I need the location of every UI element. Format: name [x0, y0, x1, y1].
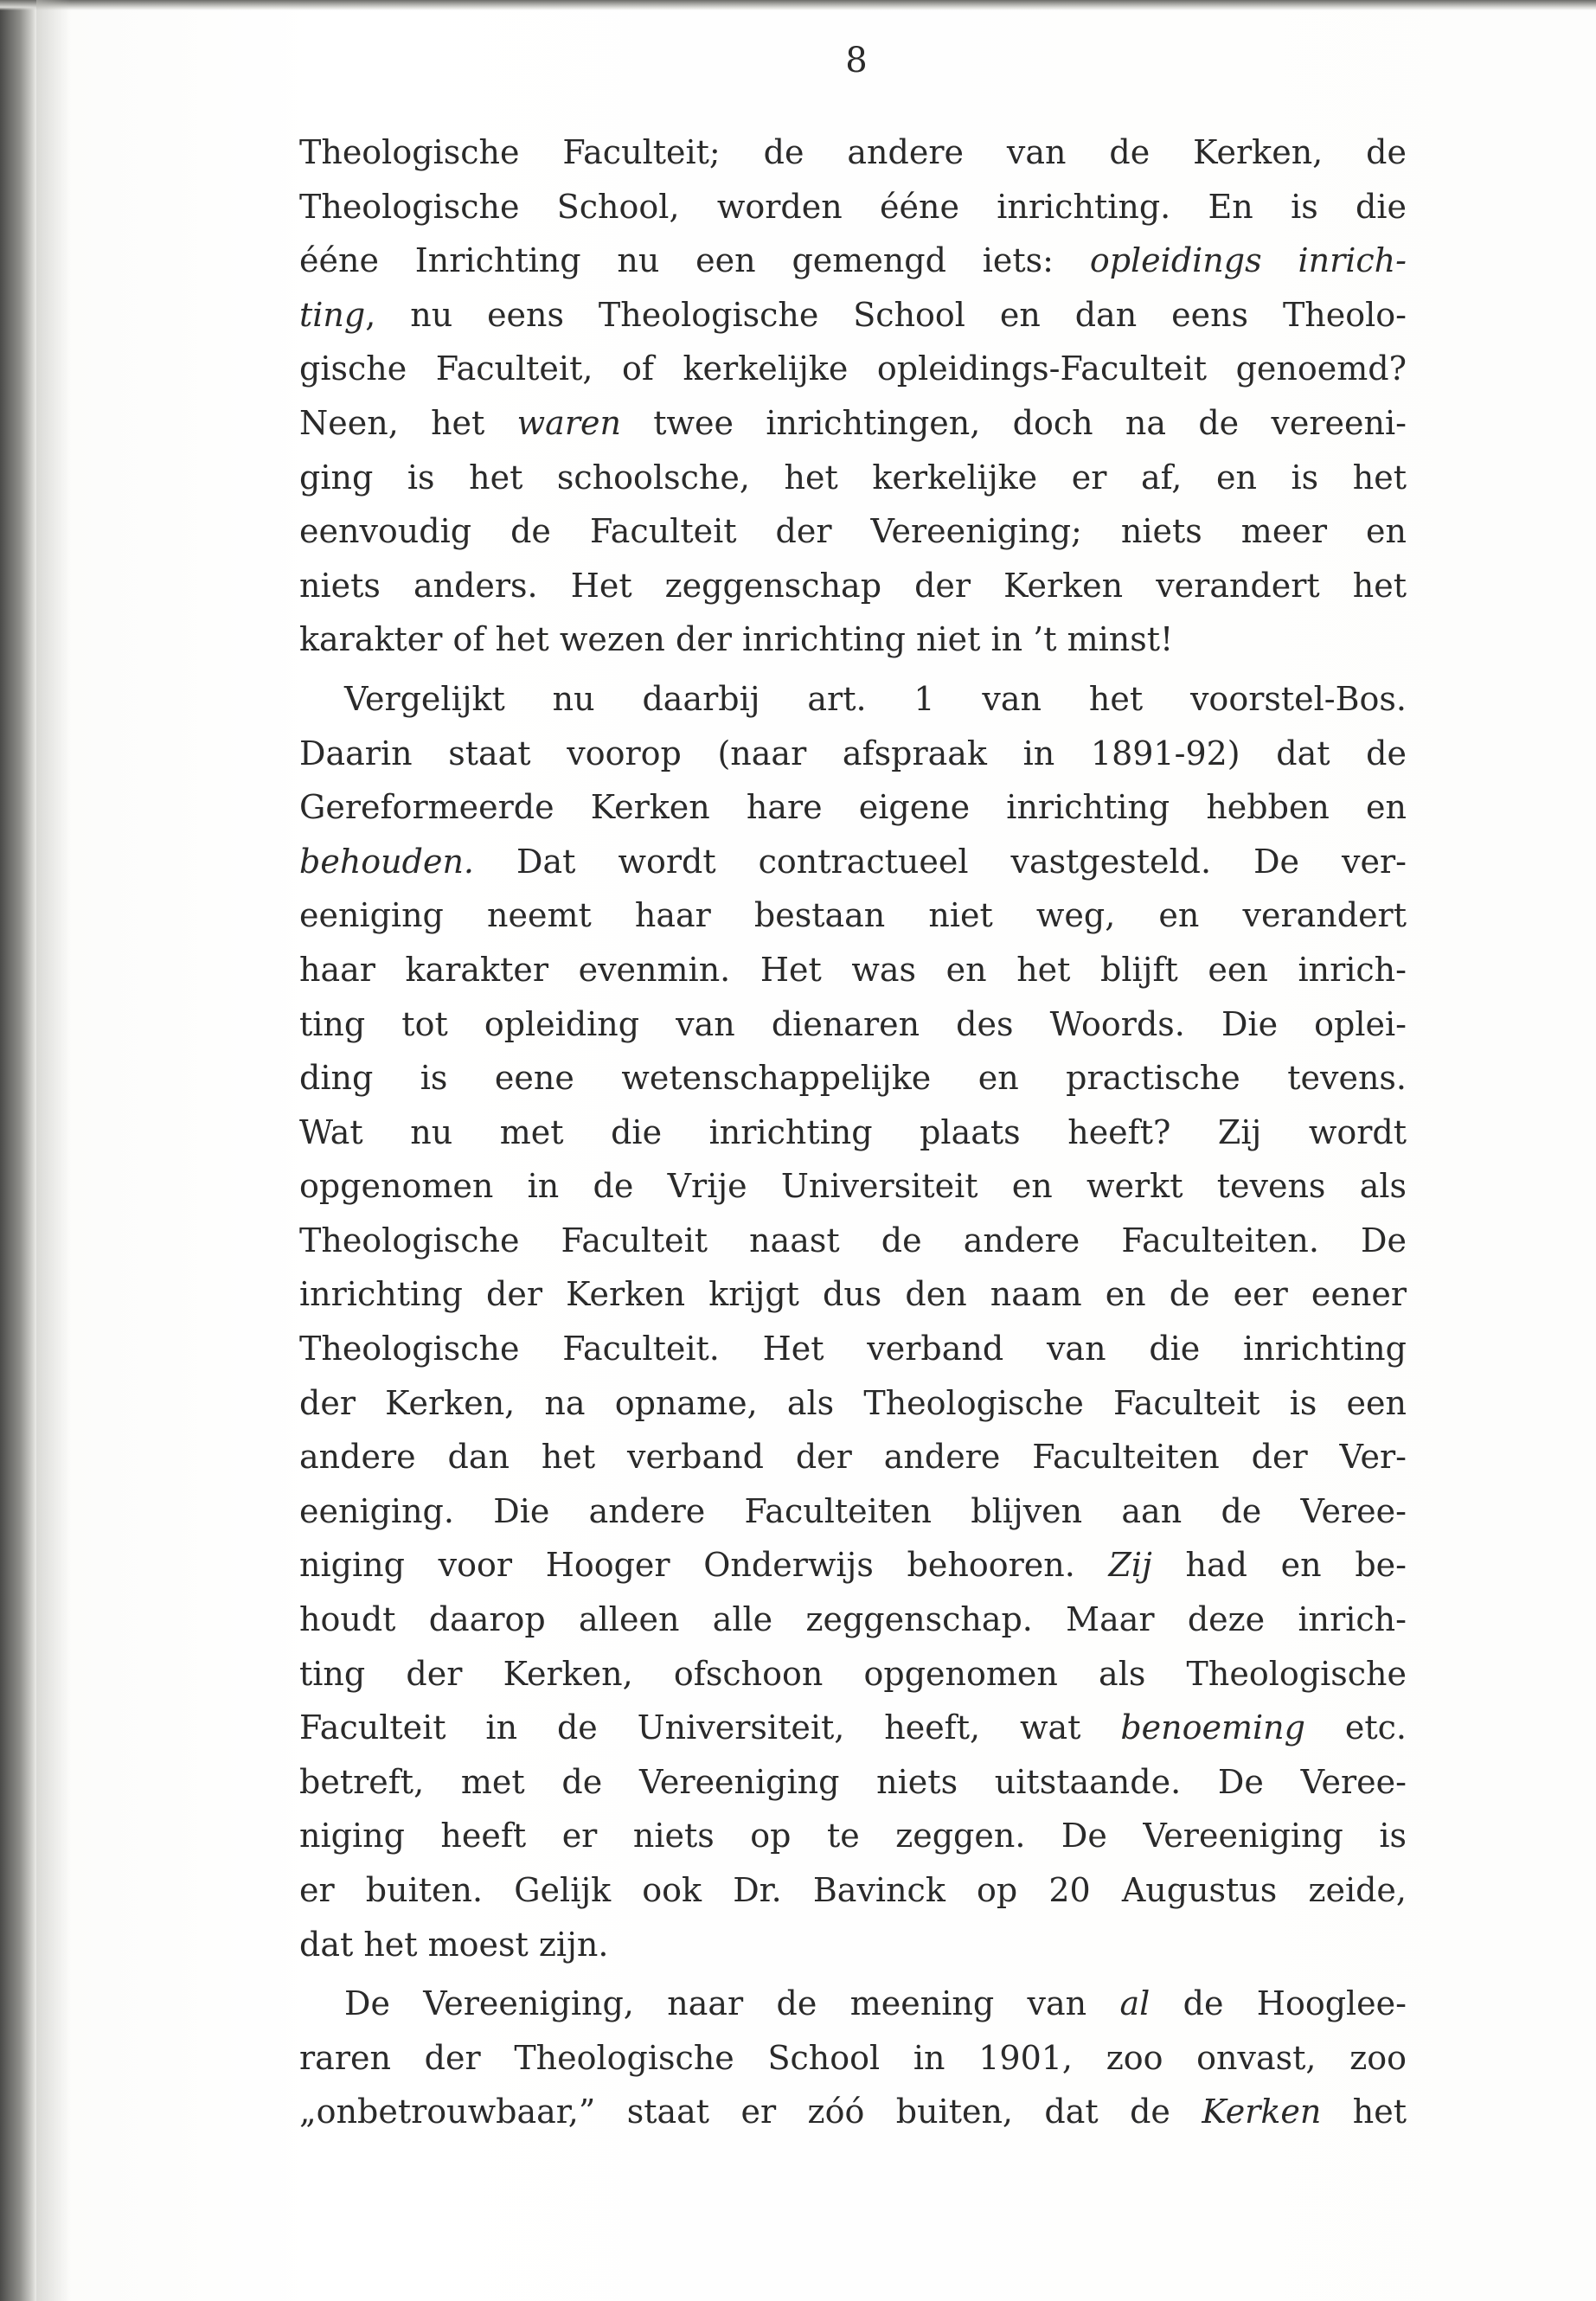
text-line — [299, 396, 1407, 451]
text-segment: ting der Kerken, ofschoon opgenomen als Theologische — [299, 1654, 1407, 1693]
text-line — [299, 125, 1407, 180]
page-number: 8 — [845, 41, 868, 80]
text-segment: haar karakter evenmin. Het was en het blijft een inrich- — [299, 950, 1407, 989]
text-line — [299, 997, 1407, 1052]
text-segment: opgenomen in de Vrije Universiteit en werkt tevens als — [299, 1167, 1407, 1206]
text-line — [299, 1430, 1407, 1484]
scan-top-edge — [0, 0, 1596, 10]
text-segment: niging heeft er niets op te zeggen. De Vereeniging is — [299, 1817, 1407, 1856]
italic-text-segment: benoeming — [1120, 1708, 1305, 1747]
text-line — [299, 888, 1407, 943]
text-segment: ging is het schoolsche, het kerkelijke er af, en is het — [299, 458, 1407, 497]
text-segment: „onbetrouwbaar,” staat er zóó buiten, dat de — [299, 2093, 1202, 2131]
text-segment: niging voor Hooger Onderwijs behooren. — [299, 1546, 1109, 1585]
text-segment: Gereformeerde Kerken hare eigene inrichting hebben en — [299, 788, 1407, 827]
text-line — [299, 288, 1407, 343]
text-line — [299, 451, 1407, 505]
text-segment: Wat nu met die inrichting plaats heeft? Zij wordt — [299, 1112, 1407, 1151]
text-line — [299, 1755, 1407, 1810]
text-line — [299, 1376, 1407, 1431]
text-segment: de Hooglee- — [1150, 1984, 1407, 2023]
text-line — [299, 672, 1407, 727]
text-segment: twee inrichtingen, doch na de vereeni- — [620, 403, 1407, 442]
text-segment: Theologische School, worden ééne inrichting. En is die — [299, 187, 1407, 226]
text-segment: karakter of het wezen der inrichting niet in ’t minst! — [299, 620, 1174, 659]
text-line — [299, 943, 1407, 997]
text-line — [299, 2031, 1407, 2086]
italic-text-segment: Kerken — [1202, 2093, 1322, 2131]
text-line — [299, 504, 1407, 559]
text-segment: niets anders. Het zeggenschap der Kerken verandert het — [299, 566, 1407, 605]
body-text — [299, 125, 1407, 2139]
italic-text-segment: ting — [299, 295, 366, 334]
text-segment: houdt daarop alleen alle zeggenschap. Maar deze inrich- — [299, 1600, 1407, 1639]
text-line — [299, 342, 1407, 396]
text-segment: raren der Theologische School in 1901, zoo onvast, zoo — [299, 2038, 1407, 2077]
italic-text-segment: Zij — [1108, 1546, 1152, 1585]
text-line — [299, 1647, 1407, 1702]
text-line — [299, 1977, 1407, 2031]
text-segment: ting tot opleiding van dienaren des Woords. Die oplei- — [299, 1004, 1407, 1043]
text-line — [299, 234, 1407, 288]
text-segment: Theologische Faculteit naast de andere Faculteiten. De — [299, 1221, 1407, 1259]
text-segment: der Kerken, na opname, als Theologische Faculteit is een — [299, 1383, 1407, 1422]
text-line — [299, 1538, 1407, 1593]
text-line — [299, 1863, 1407, 1918]
text-segment: Faculteit in de Universiteit, heeft, wat — [299, 1708, 1121, 1747]
text-line — [299, 559, 1407, 613]
text-segment: Dat wordt contractueel vastgesteld. De ver- — [474, 842, 1407, 881]
text-segment: eenvoudig de Faculteit der Vereeniging; niets meer en — [299, 512, 1407, 551]
italic-text-segment: opleidings inrich- — [1089, 241, 1407, 280]
text-segment: ding is eene wetenschappelijke en practische tevens. — [299, 1059, 1407, 1098]
text-line — [299, 727, 1407, 781]
text-segment: Daarin staat voorop (naar afspraak in 1891-92) dat de — [299, 734, 1407, 772]
text-segment: Theologische Faculteit; de andere van de Kerken, de — [299, 133, 1407, 171]
text-segment: Neen, het — [299, 403, 517, 442]
text-line — [299, 612, 1407, 667]
text-line — [299, 1701, 1407, 1755]
italic-text-segment: waren — [516, 403, 621, 442]
text-line — [299, 1918, 1407, 1972]
text-line — [299, 835, 1407, 889]
book-spine-edge — [0, 0, 36, 2301]
text-line — [299, 1106, 1407, 1160]
italic-text-segment: al — [1119, 1984, 1151, 2023]
text-segment: eeniging. Die andere Faculteiten blijven aan de Veree- — [299, 1491, 1407, 1530]
text-line — [299, 1051, 1407, 1106]
text-line — [299, 1484, 1407, 1539]
text-segment: dat het moest zijn. — [299, 1925, 609, 1964]
text-line — [299, 1809, 1407, 1863]
italic-text-segment: behouden. — [299, 842, 475, 881]
text-line — [299, 1267, 1407, 1322]
text-segment: , nu eens Theologische School en dan eens Theolo- — [365, 295, 1407, 334]
text-segment: er buiten. Gelijk ook Dr. Bavinck op 20 Augustus zeide, — [299, 1871, 1407, 1909]
text-line — [299, 180, 1407, 234]
text-segment: Vergelijkt nu daarbij art. 1 van het voorstel-Bos. — [344, 679, 1407, 718]
text-segment: betreft, met de Vereeniging niets uitstaande. De Veree- — [299, 1762, 1407, 1801]
text-segment: Theologische Faculteit. Het verband van die inrichting — [299, 1330, 1407, 1368]
text-segment: inrichting der Kerken krijgt dus den naam en de eer eener — [299, 1275, 1407, 1314]
text-segment: eeniging neemt haar bestaan niet weg, en verandert — [299, 896, 1407, 935]
text-line — [299, 780, 1407, 835]
text-segment: het — [1321, 2093, 1407, 2131]
text-segment: etc. — [1304, 1708, 1407, 1747]
gutter-shadow — [36, 0, 71, 2301]
text-segment: ééne Inrichting nu een gemengd iets: — [299, 241, 1090, 280]
text-segment: De Vereeniging, naar de meening van — [344, 1984, 1120, 2023]
text-segment: had en be- — [1151, 1546, 1407, 1585]
text-segment: gische Faculteit, of kerkelijke opleidings-Faculteit genoemd? — [299, 349, 1407, 388]
text-line — [299, 1159, 1407, 1214]
text-line — [299, 1214, 1407, 1268]
text-line — [299, 1593, 1407, 1647]
text-segment: andere dan het verband der andere Faculteiten der Ver- — [299, 1438, 1407, 1477]
text-line — [299, 2085, 1407, 2139]
text-line — [299, 1322, 1407, 1376]
